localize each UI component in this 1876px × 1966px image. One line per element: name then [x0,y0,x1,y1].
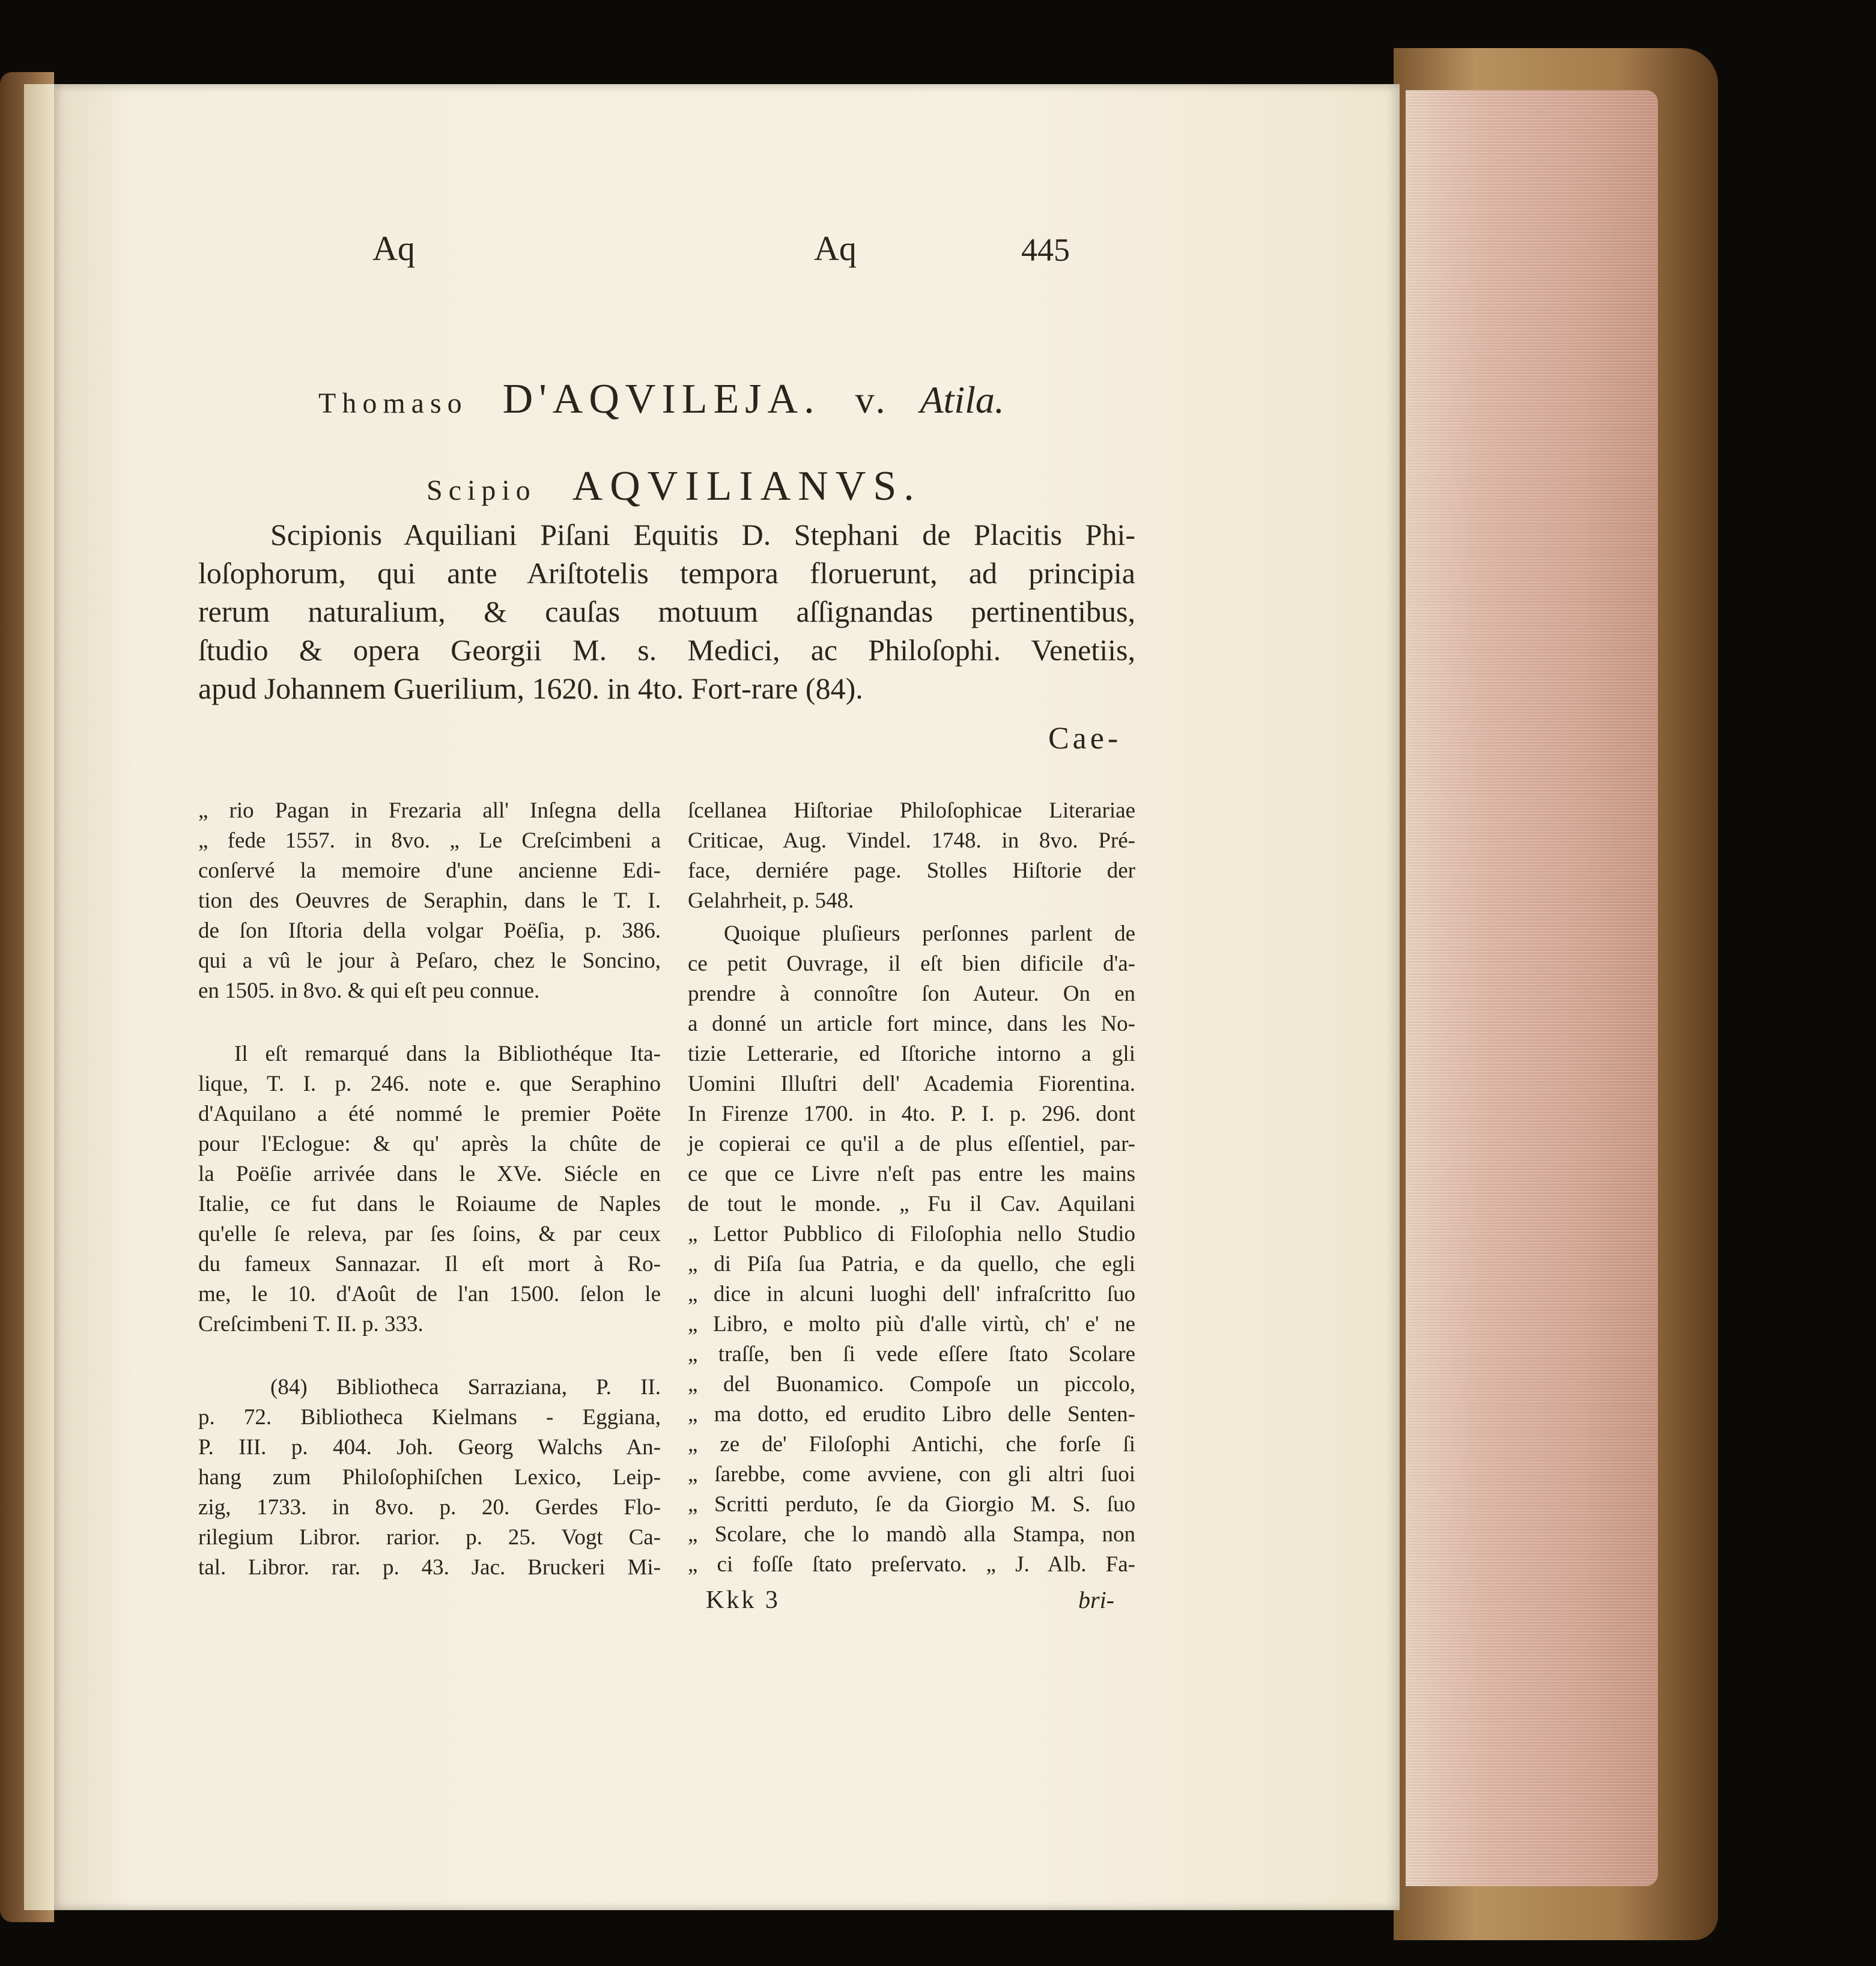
citation-block [198,515,1135,708]
text-line: „ Scritti perduto, ſe da Giorgio M. S. ſuo [688,1492,1135,1517]
right-column-para1 [688,796,1135,916]
footer-catchword: bri- [1078,1586,1114,1613]
text-line: „ rio Pagan in Frezaria all' Inſegna della [198,798,661,823]
running-head-left: Aq [372,229,415,268]
heading-firstname: Thomaso [318,387,468,419]
text-line: „ traſſe, ben ſi vede eſſere ſtato Scolare [688,1342,1135,1367]
citation-line: Scipionis Aquiliani Piſani Equitis D. Stephani de Placitis Phi- [270,518,1135,551]
text-line: (84) Bibliotheca Sarraziana, P. II. [270,1375,661,1400]
running-head-right: Aq [814,229,857,268]
text-line: pour l'Eclogue: & qu' après la chûte de [198,1132,661,1156]
text-line: zig, 1733. in 8vo. p. 20. Gerdes Flo- [198,1495,661,1520]
text-line: je copierai ce qu'il a de plus eſſentiel, par- [688,1132,1135,1156]
text-line: ce petit Ouvrage, il eſt bien dificile d'a- [688,951,1135,976]
text-line: conſervé la memoire d'une ancienne Edi- [198,858,661,883]
entry-heading-thomaso [318,375,1004,423]
page-block-edges [1406,90,1658,1886]
entry-heading-scipio [427,463,921,511]
left-column-para1 [198,796,661,1006]
text-line: „ Libro, e molto più d'alle virtù, ch' e' ne [688,1312,1135,1336]
text-line: tion des Oeuvres de Seraphin, dans le T. I. [198,888,661,913]
heading-ref: v. [855,378,889,421]
text-line: „ Lettor Pubblico di Filoſophia nello Studio [688,1222,1135,1246]
heading-surname: D'AQVILEJA. [502,376,821,422]
text-line: Il eſt remarqué dans la Bibliothéque Ita- [234,1042,661,1066]
text-line: ce que ce Livre n'eſt pas entre les mains [688,1162,1135,1186]
text-line: la Poëſie arrivée dans le XVe. Siécle en [198,1162,661,1186]
text-line: „ fede 1557. in 8vo. „ Le Creſcimbeni a [198,828,661,853]
heading-surname: AQVILIANVS. [572,463,921,509]
text-line: en 1505. in 8vo. & qui eſt peu connue. [198,978,540,1003]
text-line: face, derniére page. Stolles Hiſtorie der [688,858,1135,883]
text-line: ſcellanea Hiſtoriae Philoſophicae Literariae [688,798,1135,823]
text-line: „ del Buonamico. Compoſe un piccolo, [688,1372,1135,1397]
text-line: me, le 10. d'Août de l'an 1500. ſelon le [198,1282,661,1306]
page-number: 445 [1021,232,1070,268]
text-line: „ di Piſa ſua Patria, e da quello, che egli [688,1252,1135,1276]
facing-page-edge [24,84,54,1910]
citation-line: rerum naturalium, & cauſas motuum aſſignandas pertinentibus, [198,595,1135,628]
heading-firstname: Scipio [427,475,536,506]
text-line: In Firenze 1700. in 4to. P. I. p. 296. dont [688,1102,1135,1126]
book-page [54,84,1400,1910]
text-line: Creſcimbeni T. II. p. 333. [198,1312,423,1336]
text-line: tal. Libror. rar. p. 43. Jac. Bruckeri Mi- [198,1555,661,1580]
text-line: Gelahrheit, p. 548. [688,888,854,913]
heading-ref-target: Atila. [920,378,1004,421]
catchword: Cae- [1048,721,1122,756]
text-line: Uomini Illuſtri dell' Academia Fiorentina. [688,1072,1135,1096]
text-line: tizie Letterarie, ed Iſtoriche intorno a gli [688,1042,1135,1066]
text-line: „ Scolare, che lo mandò alla Stampa, non [688,1522,1135,1547]
text-line: „ dice in alcuni luoghi dell' infraſcritto ſuo [688,1282,1135,1306]
footnote-84 [198,1373,661,1583]
text-line: p. 72. Bibliotheca Kielmans - Eggiana, [198,1405,661,1430]
signature-mark: Kkk 3 [706,1586,780,1614]
left-column-para2 [198,1039,661,1339]
text-line: d'Aquilano a été nommé le premier Poëte [198,1102,661,1126]
text-line: „ ci foſſe ſtato preſervato. „ J. Alb. Fa- [688,1552,1135,1577]
text-line: a donné un article fort mince, dans les No- [688,1012,1135,1036]
citation-line: loſophorum, qui ante Ariſtotelis tempora floruerunt, ad principia [198,556,1135,590]
text-line: lique, T. I. p. 246. note e. que Seraphino [198,1072,661,1096]
text-line: „ ſarebbe, come avviene, con gli altri ſuoi [688,1462,1135,1487]
right-column-para2 [688,919,1135,1580]
text-line: hang zum Philoſophiſchen Lexico, Leip- [198,1465,661,1490]
citation-line: apud Johannem Guerilium, 1620. in 4to. Fort-rare (84). [198,672,863,705]
text-line: P. III. p. 404. Joh. Georg Walchs An- [198,1435,661,1460]
text-line: Quoique pluſieurs perſonnes parlent de [724,921,1135,946]
text-line: rilegium Libror. rarior. p. 25. Vogt Ca- [198,1525,661,1550]
text-line: qui a vû le jour à Peſaro, chez le Soncino, [198,948,661,973]
text-line: Criticae, Aug. Vindel. 1748. in 8vo. Pré- [688,828,1135,853]
text-line: de tout le monde. „ Fu il Cav. Aquilani [688,1192,1135,1216]
text-line: de ſon Iſtoria della volgar Poëſia, p. 386. [198,918,661,943]
text-line: Italie, ce fut dans le Roiaume de Naples [198,1192,661,1216]
text-line: du fameux Sannazar. Il eſt mort à Ro- [198,1252,661,1276]
citation-line: ſtudio & opera Georgii M. s. Medici, ac Philoſophi. Venetiis, [198,633,1135,667]
text-line: qu'elle ſe releva, par ſes ſoins, & par ceux [198,1222,661,1246]
text-line: „ ma dotto, ed erudito Libro delle Senten- [688,1402,1135,1427]
text-line: „ ze de' Filoſophi Antichi, che forſe ſi [688,1432,1135,1457]
text-line: prendre à connoître ſon Auteur. On en [688,981,1135,1006]
